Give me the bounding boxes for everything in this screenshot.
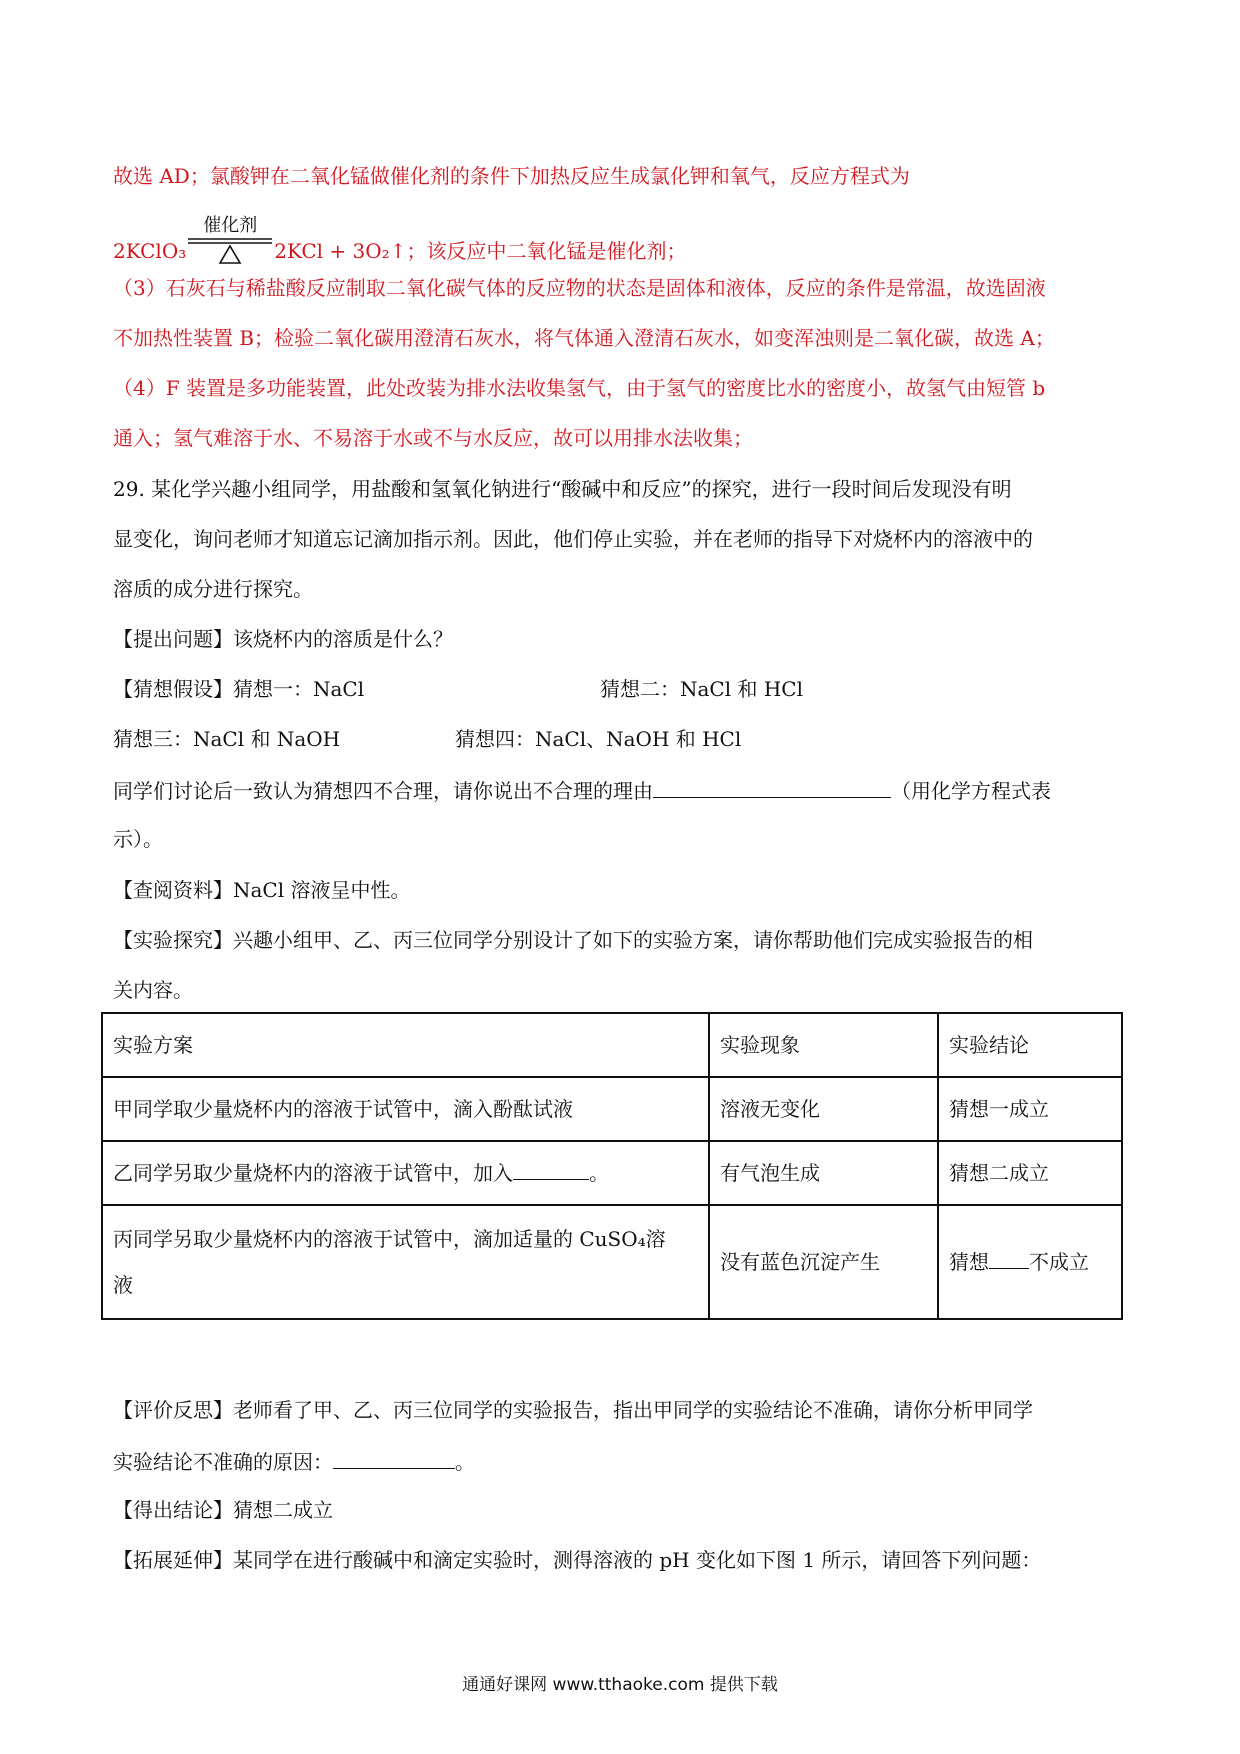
- row2-plan-text: 乙同学另取少量烧杯内的溶液于试管中，加入: [113, 1161, 513, 1185]
- reflection-line-1: 【评价反思】老师看了甲、乙、丙三位同学的实验报告，指出甲同学的实验结论不准确，请你分析甲同学: [113, 1398, 1033, 1422]
- reflection-tail: 。: [455, 1450, 475, 1474]
- discussion-line-2: 示）。: [113, 827, 163, 851]
- explore-line-1: 【实验探究】兴趣小组甲、乙、丙三位同学分别设计了如下的实验方案，请你帮助他们完成实验报告的相: [113, 928, 1033, 952]
- answer-blank[interactable]: [653, 775, 891, 798]
- row1-plan: 甲同学取少量烧杯内的溶液于试管中，滴入酚酞试液: [102, 1077, 709, 1141]
- table-row: [102, 1077, 1122, 1141]
- equation-products: 2KCl + 3O₂↑；该反应中二氧化锰是催化剂；: [274, 239, 687, 263]
- row3-plan-text: 丙同学另取少量烧杯内的溶液于试管中，滴加适量的 CuSO₄溶: [113, 1227, 666, 1251]
- row2-phenomenon: 有气泡生成: [709, 1141, 938, 1205]
- reflection-line-2: [113, 1446, 475, 1476]
- catalyst-label: 催化剂: [203, 215, 258, 236]
- row3-conclusion-text: 猜想: [949, 1250, 989, 1274]
- conclusion: 【得出结论】猜想二成立: [113, 1498, 333, 1522]
- row3-plan: [102, 1205, 709, 1319]
- row3-phenomenon: 没有蓝色沉淀产生: [709, 1205, 938, 1319]
- explore-line-2: 关内容。: [113, 978, 193, 1002]
- row3-conclusion-tail: 不成立: [1029, 1250, 1089, 1274]
- row3-conclusion: [938, 1205, 1122, 1319]
- answer-p3-line-1: （3）石灰石与稀盐酸反应制取二氧化碳气体的反应物的状态是固体和液体，反应的条件是常温，故选固液: [113, 276, 1046, 300]
- table-header-row: [102, 1013, 1122, 1077]
- question-29-line-1: 29. 某化学兴趣小组同学，用盐酸和氢氧化钠进行“酸碱中和反应”的探究，进行一段时间后发现没有明: [113, 477, 1012, 501]
- row2-conclusion: 猜想二成立: [938, 1141, 1122, 1205]
- reason-blank[interactable]: [333, 1446, 455, 1469]
- discussion-line-1: [113, 775, 1051, 805]
- row2-plan-tail: 。: [589, 1161, 609, 1185]
- extension: 【拓展延伸】某同学在进行酸碱中和滴定实验时，测得溶液的 pH 变化如下图 1 所示，请回答下列问题：: [113, 1548, 1042, 1572]
- row3-plan-text-2: 液: [113, 1273, 133, 1297]
- header-plan: 实验方案: [102, 1013, 709, 1077]
- question-29-line-2: 显变化，询问老师才知道忘记滴加指示剂。因此，他们停止实验，并在老师的指导下对烧杯内的溶液中的: [113, 527, 1033, 551]
- reagent-blank[interactable]: [513, 1157, 589, 1180]
- answer-p4-line-2: 通入；氢气难溶于水、不易溶于水或不与水反应，故可以用排水法收集；: [113, 426, 753, 450]
- page-footer: 通通好课网 www.tthaoke.com 提供下载: [462, 1675, 778, 1695]
- table-row: [102, 1141, 1122, 1205]
- experiment-table: [101, 1012, 1123, 1320]
- reflection-text: 实验结论不准确的原因：: [113, 1450, 333, 1474]
- table-row: [102, 1205, 1122, 1319]
- guess-number-blank[interactable]: [989, 1246, 1029, 1269]
- guess-3: 猜想三：NaCl 和 NaOH: [113, 727, 341, 751]
- row1-phenomenon: 溶液无变化: [709, 1077, 938, 1141]
- catalyst-condition: [188, 215, 272, 264]
- row2-plan: [102, 1141, 709, 1205]
- guess-4: 猜想四：NaCl、NaOH 和 HCl: [455, 727, 742, 751]
- header-conclusion: 实验结论: [938, 1013, 1122, 1077]
- heat-triangle-icon: [188, 220, 272, 264]
- guess-1: 【猜想假设】猜想一：NaCl: [113, 677, 365, 701]
- answer-p3-line-2: 不加热性装置 B；检验二氧化碳用澄清石灰水，将气体通入澄清石灰水，如变浑浊则是二氧化碳，故选 A；: [113, 326, 1055, 350]
- discussion-text: 同学们讨论后一致认为猜想四不合理，请你说出不合理的理由: [113, 779, 653, 803]
- discussion-text-end: （用化学方程式表: [891, 779, 1051, 803]
- answer-p4-line-1: （4）F 装置是多功能装置，此处改装为排水法收集氢气，由于氢气的密度比水的密度小，故氢气由短管 b: [113, 376, 1046, 400]
- guess-2: 猜想二：NaCl 和 HCl: [600, 677, 803, 701]
- row1-conclusion: 猜想一成立: [938, 1077, 1122, 1141]
- ask-question: 【提出问题】该烧杯内的溶质是什么？: [113, 627, 453, 651]
- header-phenomenon: 实验现象: [709, 1013, 938, 1077]
- chemical-equation: [113, 215, 687, 265]
- equation-reactant: 2KClO₃: [113, 239, 187, 263]
- reference-info: 【查阅资料】NaCl 溶液呈中性。: [113, 878, 411, 902]
- question-29-line-3: 溶质的成分进行探究。: [113, 577, 313, 601]
- answer-line-1: 故选 AD；氯酸钾在二氧化锰做催化剂的条件下加热反应生成氯化钾和氧气，反应方程式为: [113, 164, 910, 188]
